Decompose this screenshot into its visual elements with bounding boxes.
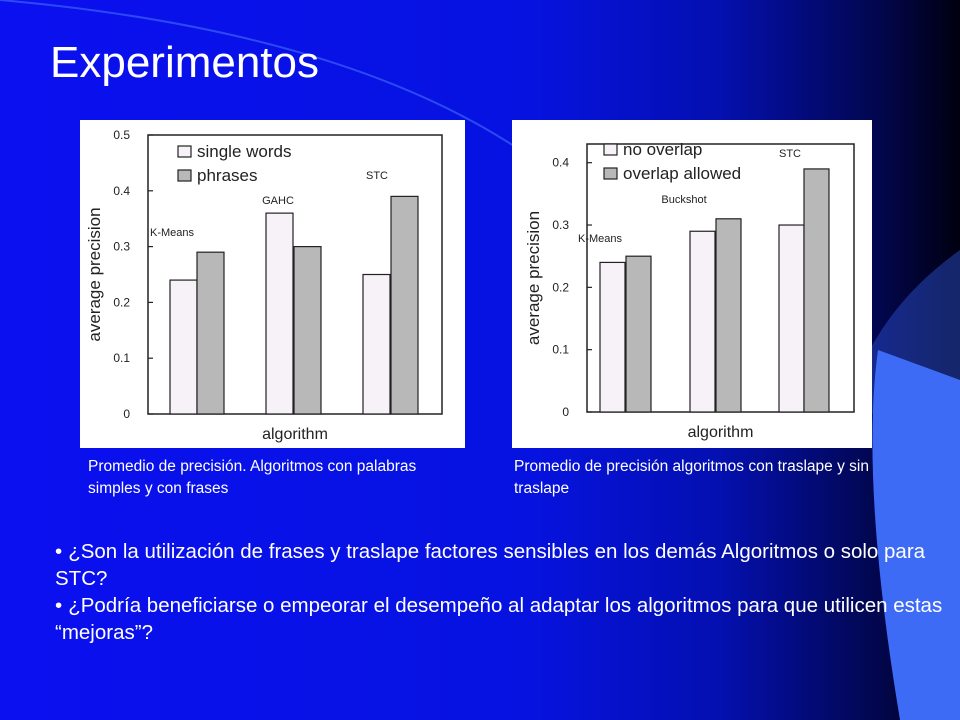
bar-chart-words-phrases — [80, 120, 465, 448]
y-tick-label: 0.5 — [113, 128, 130, 142]
category-label: GAHC — [262, 195, 294, 207]
y-tick-label: 0.2 — [552, 280, 569, 295]
bullet-item — [55, 538, 955, 592]
legend-label: phrases — [197, 166, 258, 185]
legend-swatch — [178, 170, 191, 181]
chart-panel-words-phrases — [80, 120, 465, 448]
y-tick-label: 0.3 — [552, 218, 569, 233]
y-tick-label: 0.4 — [552, 155, 569, 170]
legend-swatch — [604, 144, 617, 155]
category-label: STC — [366, 170, 388, 182]
bar — [294, 247, 321, 414]
y-tick-label: 0.3 — [113, 239, 130, 254]
legend-label: single words — [197, 142, 292, 161]
category-label: STC — [779, 148, 801, 160]
bar — [690, 231, 715, 412]
caption-left: Promedio de precisión. Algoritmos con palabras simples y con frases — [88, 458, 417, 497]
bar — [266, 213, 293, 414]
legend-label: overlap allowed — [623, 164, 742, 183]
y-axis-label: average precision — [524, 210, 543, 346]
slide-title: Experimentos — [50, 38, 320, 87]
bullet-list — [55, 538, 955, 646]
y-tick-label: 0 — [562, 405, 569, 419]
bar — [600, 262, 625, 412]
y-tick-label: 0.4 — [113, 183, 130, 198]
bar — [779, 225, 804, 412]
legend-label: no overlap — [623, 140, 703, 159]
bar — [804, 169, 829, 412]
bar — [716, 219, 741, 412]
y-axis-label: average precision — [85, 207, 104, 342]
legend-swatch — [178, 146, 191, 157]
y-tick-label: 0 — [123, 407, 130, 421]
bar — [197, 252, 224, 414]
y-tick-label: 0.1 — [552, 342, 569, 357]
category-label: K-Means — [149, 227, 195, 239]
bullet-marker: • — [55, 540, 63, 563]
category-label: K-Means — [577, 233, 623, 245]
bullet-marker: • — [55, 594, 63, 617]
bullet-item — [55, 592, 955, 646]
bar — [391, 196, 418, 414]
x-axis-label: algorithm — [687, 424, 754, 441]
chart-panel-overlap — [512, 120, 872, 448]
caption-right: Promedio de precisión algoritmos con traslape y sin traslape — [514, 458, 869, 497]
bar — [626, 256, 651, 412]
bullet-text: ¿Podría beneficiarse o empeorar el desempeño al adaptar los algoritmos para que utilicen estas “mejoras”? — [55, 594, 943, 644]
category-label: Buckshot — [661, 194, 707, 206]
bar — [363, 275, 390, 415]
y-tick-label: 0.2 — [113, 295, 130, 310]
legend-swatch — [604, 168, 617, 179]
bar-chart-overlap — [512, 120, 872, 448]
bar — [170, 280, 197, 414]
bullet-text: ¿Son la utilización de frases y traslape factores sensibles en los demás Algoritmos o solo para STC? — [55, 540, 926, 590]
x-axis-label: algorithm — [262, 426, 328, 443]
y-tick-label: 0.1 — [113, 351, 130, 366]
